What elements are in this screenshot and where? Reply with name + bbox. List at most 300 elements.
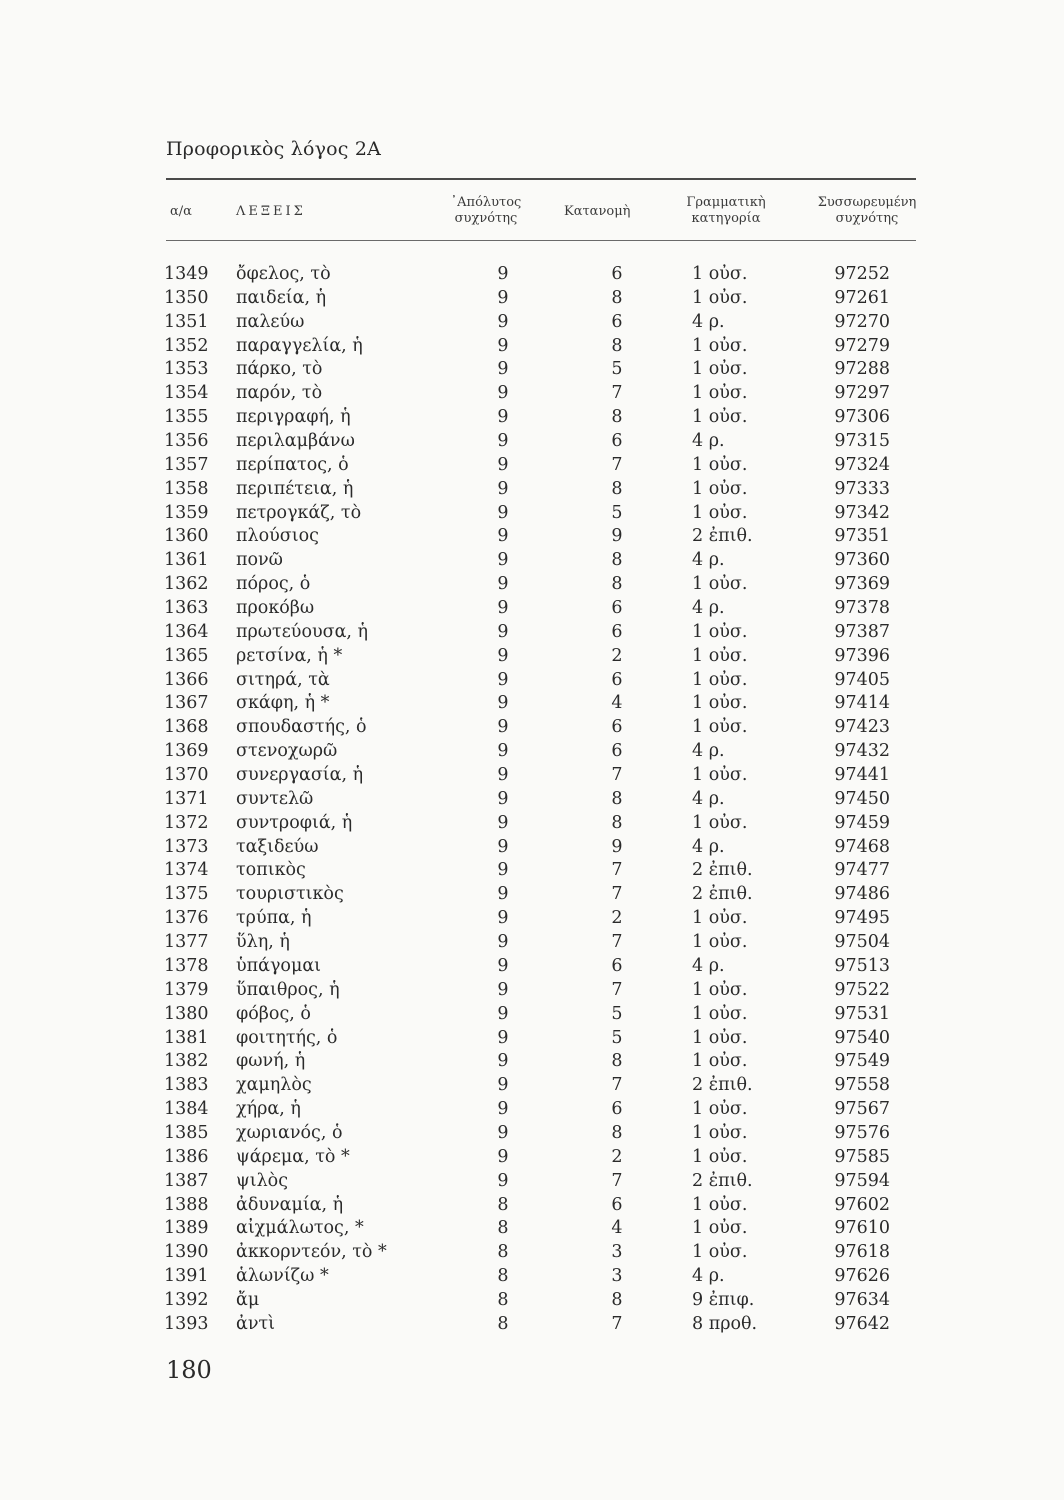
row-grammatical-category: 1 οὐσ. bbox=[692, 574, 748, 595]
row-cumulative-frequency: 97540 bbox=[834, 1027, 890, 1048]
row-cumulative-frequency: 97549 bbox=[834, 1051, 890, 1072]
column-header-cumulative-frequency-line1: Συσσωρευμένη bbox=[817, 195, 917, 210]
row-number: 1377 bbox=[164, 932, 209, 953]
row-distribution: 8 bbox=[611, 550, 623, 571]
row-cumulative-frequency: 97378 bbox=[834, 598, 890, 619]
row-grammatical-category: 1 οὐσ. bbox=[692, 478, 748, 499]
row-absolute-frequency: 9 bbox=[497, 359, 509, 380]
row-word: ταξιδεύω bbox=[236, 836, 319, 857]
row-distribution: 7 bbox=[611, 1313, 623, 1334]
row-cumulative-frequency: 97576 bbox=[834, 1122, 890, 1143]
row-distribution: 6 bbox=[611, 311, 623, 332]
row-distribution: 2 bbox=[611, 908, 623, 929]
row-number: 1364 bbox=[164, 621, 209, 642]
table-row bbox=[162, 1289, 922, 1313]
row-cumulative-frequency: 97531 bbox=[834, 1003, 890, 1024]
row-absolute-frequency: 9 bbox=[497, 598, 509, 619]
row-grammatical-category: 4 ρ. bbox=[692, 431, 725, 452]
row-number: 1353 bbox=[164, 359, 209, 380]
row-cumulative-frequency: 97270 bbox=[834, 311, 890, 332]
table-body bbox=[162, 263, 922, 1337]
row-word: ψάρεμα, τὸ * bbox=[236, 1146, 350, 1167]
row-grammatical-category: 4 ρ. bbox=[692, 550, 725, 571]
row-cumulative-frequency: 97414 bbox=[834, 693, 890, 714]
row-distribution: 6 bbox=[611, 621, 623, 642]
row-grammatical-category: 1 οὐσ. bbox=[692, 979, 748, 1000]
row-grammatical-category: 2 ἐπιθ. bbox=[692, 526, 753, 547]
table-header-rule bbox=[166, 240, 916, 241]
row-absolute-frequency: 9 bbox=[497, 955, 509, 976]
table-row bbox=[162, 1217, 922, 1241]
row-grammatical-category: 1 οὐσ. bbox=[692, 264, 748, 284]
row-number: 1391 bbox=[164, 1266, 209, 1287]
row-distribution: 5 bbox=[611, 1027, 623, 1048]
row-word: φωνή, ἡ bbox=[236, 1051, 306, 1072]
row-word: ἄμ bbox=[236, 1289, 260, 1310]
table-row bbox=[162, 549, 922, 573]
table-row bbox=[162, 335, 922, 359]
row-number: 1374 bbox=[164, 860, 209, 881]
row-distribution: 8 bbox=[611, 1122, 623, 1143]
row-grammatical-category: 1 οὐσ. bbox=[692, 1051, 748, 1072]
row-distribution: 5 bbox=[611, 1003, 623, 1024]
table-top-rule bbox=[166, 178, 916, 180]
page-number: 180 bbox=[166, 1356, 212, 1384]
table-row bbox=[162, 430, 922, 454]
row-number: 1384 bbox=[164, 1099, 209, 1120]
row-word: ψιλὸς bbox=[236, 1170, 289, 1191]
row-cumulative-frequency: 97405 bbox=[834, 669, 890, 690]
row-number: 1357 bbox=[164, 454, 209, 475]
row-cumulative-frequency: 97567 bbox=[834, 1099, 890, 1120]
row-cumulative-frequency: 97423 bbox=[834, 717, 890, 738]
row-word: πονῶ bbox=[236, 550, 283, 571]
row-number: 1361 bbox=[164, 550, 209, 571]
row-word: σπουδαστής, ὁ bbox=[236, 717, 367, 738]
row-number: 1351 bbox=[164, 311, 209, 332]
row-number: 1375 bbox=[164, 884, 209, 905]
row-number: 1387 bbox=[164, 1170, 209, 1191]
table-row bbox=[162, 358, 922, 382]
row-absolute-frequency: 9 bbox=[497, 717, 509, 738]
table-row bbox=[162, 788, 922, 812]
table-row bbox=[162, 1027, 922, 1051]
row-number: 1369 bbox=[164, 741, 209, 762]
row-absolute-frequency: 9 bbox=[497, 311, 509, 332]
row-number: 1392 bbox=[164, 1289, 209, 1310]
row-word: χωριανός, ὁ bbox=[236, 1122, 343, 1143]
row-distribution: 6 bbox=[611, 1099, 623, 1120]
row-number: 1390 bbox=[164, 1242, 209, 1263]
row-number: 1389 bbox=[164, 1218, 209, 1239]
row-word: συντροφιά, ἡ bbox=[236, 812, 353, 833]
row-distribution: 7 bbox=[611, 884, 623, 905]
row-distribution: 5 bbox=[611, 502, 623, 523]
row-number: 1358 bbox=[164, 478, 209, 499]
row-absolute-frequency: 9 bbox=[497, 574, 509, 595]
row-absolute-frequency: 9 bbox=[497, 1051, 509, 1072]
row-word: χαμηλὸς bbox=[236, 1075, 312, 1096]
row-distribution: 5 bbox=[611, 359, 623, 380]
table-row bbox=[162, 478, 922, 502]
row-word: ἁλωνίζω * bbox=[236, 1266, 329, 1287]
row-absolute-frequency: 9 bbox=[497, 1099, 509, 1120]
row-word: περιπέτεια, ἡ bbox=[236, 478, 354, 499]
column-header-number: α/α bbox=[170, 204, 192, 219]
table-row bbox=[162, 645, 922, 669]
row-number: 1393 bbox=[164, 1313, 209, 1334]
row-grammatical-category: 2 ἐπιθ. bbox=[692, 884, 753, 905]
row-word: τρύπα, ἡ bbox=[236, 908, 312, 929]
row-number: 1382 bbox=[164, 1051, 209, 1072]
row-absolute-frequency: 9 bbox=[497, 478, 509, 499]
row-word: συνεργασία, ἡ bbox=[236, 765, 364, 786]
row-grammatical-category: 2 ἐπιθ. bbox=[692, 860, 753, 881]
table-row bbox=[162, 955, 922, 979]
row-absolute-frequency: 9 bbox=[497, 407, 509, 428]
row-word: σκάφη, ἡ * bbox=[236, 693, 330, 714]
row-grammatical-category: 4 ρ. bbox=[692, 598, 725, 619]
row-absolute-frequency: 9 bbox=[497, 741, 509, 762]
row-grammatical-category: 1 οὐσ. bbox=[692, 1122, 748, 1143]
row-grammatical-category: 2 ἐπιθ. bbox=[692, 1170, 753, 1191]
row-distribution: 6 bbox=[611, 741, 623, 762]
row-absolute-frequency: 8 bbox=[497, 1194, 509, 1215]
row-grammatical-category: 1 οὐσ. bbox=[692, 1194, 748, 1215]
row-cumulative-frequency: 97333 bbox=[834, 478, 890, 499]
row-cumulative-frequency: 97297 bbox=[834, 383, 890, 404]
row-cumulative-frequency: 97351 bbox=[834, 526, 890, 547]
row-absolute-frequency: 9 bbox=[497, 932, 509, 953]
row-number: 1372 bbox=[164, 812, 209, 833]
row-absolute-frequency: 9 bbox=[497, 836, 509, 857]
row-number: 1362 bbox=[164, 574, 209, 595]
row-word: αἰχμάλωτος, * bbox=[236, 1218, 364, 1239]
row-absolute-frequency: 9 bbox=[497, 431, 509, 452]
row-absolute-frequency: 9 bbox=[497, 526, 509, 547]
row-distribution: 6 bbox=[611, 717, 623, 738]
table-row bbox=[162, 502, 922, 526]
row-word: τουριστικὸς bbox=[236, 884, 344, 905]
row-cumulative-frequency: 97634 bbox=[834, 1289, 890, 1310]
row-grammatical-category: 1 οὐσ. bbox=[692, 454, 748, 475]
row-cumulative-frequency: 97468 bbox=[834, 836, 890, 857]
row-absolute-frequency: 9 bbox=[497, 645, 509, 666]
row-distribution: 7 bbox=[611, 932, 623, 953]
row-word: τοπικὸς bbox=[236, 860, 306, 881]
row-absolute-frequency: 9 bbox=[497, 550, 509, 571]
row-distribution: 7 bbox=[611, 765, 623, 786]
row-cumulative-frequency: 97602 bbox=[834, 1194, 890, 1215]
row-cumulative-frequency: 97450 bbox=[834, 788, 890, 809]
row-number: 1376 bbox=[164, 908, 209, 929]
row-number: 1388 bbox=[164, 1194, 209, 1215]
table-row bbox=[162, 1313, 922, 1337]
table-row bbox=[162, 669, 922, 693]
row-cumulative-frequency: 97441 bbox=[834, 765, 890, 786]
row-word: χήρα, ἡ bbox=[236, 1099, 301, 1120]
row-word: ρετσίνα, ἡ * bbox=[236, 645, 343, 666]
row-distribution: 7 bbox=[611, 1075, 623, 1096]
row-grammatical-category: 1 οὐσ. bbox=[692, 287, 748, 308]
row-distribution: 8 bbox=[611, 407, 623, 428]
row-cumulative-frequency: 97522 bbox=[834, 979, 890, 1000]
row-grammatical-category: 1 οὐσ. bbox=[692, 908, 748, 929]
row-grammatical-category: 1 οὐσ. bbox=[692, 621, 748, 642]
row-absolute-frequency: 9 bbox=[497, 765, 509, 786]
row-word: φοιτητής, ὁ bbox=[236, 1027, 338, 1048]
table-row bbox=[162, 1170, 922, 1194]
row-number: 1386 bbox=[164, 1146, 209, 1167]
row-cumulative-frequency: 97324 bbox=[834, 454, 890, 475]
table-row bbox=[162, 1003, 922, 1027]
row-number: 1354 bbox=[164, 383, 209, 404]
table-row bbox=[162, 1146, 922, 1170]
row-absolute-frequency: 9 bbox=[497, 884, 509, 905]
column-header-grammatical-category-line2: κατηγορία bbox=[691, 211, 761, 226]
row-distribution: 7 bbox=[611, 383, 623, 404]
row-word: φόβος, ὁ bbox=[236, 1003, 311, 1024]
row-distribution: 8 bbox=[611, 1289, 623, 1310]
row-cumulative-frequency: 97315 bbox=[834, 431, 890, 452]
row-absolute-frequency: 9 bbox=[497, 287, 509, 308]
row-cumulative-frequency: 97279 bbox=[834, 335, 890, 356]
row-distribution: 3 bbox=[611, 1266, 623, 1287]
row-absolute-frequency: 9 bbox=[497, 788, 509, 809]
table-row bbox=[162, 1074, 922, 1098]
row-distribution: 6 bbox=[611, 1194, 623, 1215]
row-distribution: 6 bbox=[611, 598, 623, 619]
table-row bbox=[162, 1050, 922, 1074]
table-row bbox=[162, 1265, 922, 1289]
row-number: 1371 bbox=[164, 788, 209, 809]
row-cumulative-frequency: 97477 bbox=[834, 860, 890, 881]
row-word: παρόν, τὸ bbox=[236, 383, 323, 404]
row-cumulative-frequency: 97626 bbox=[834, 1266, 890, 1287]
row-word: ὕλη, ἡ bbox=[236, 932, 290, 953]
row-absolute-frequency: 9 bbox=[497, 1146, 509, 1167]
row-grammatical-category: 4 ρ. bbox=[692, 741, 725, 762]
row-word: παραγγελία, ἡ bbox=[236, 335, 363, 356]
row-absolute-frequency: 9 bbox=[497, 383, 509, 404]
row-grammatical-category: 4 ρ. bbox=[692, 788, 725, 809]
row-word: ὄφελος, τὸ bbox=[236, 264, 331, 284]
row-absolute-frequency: 8 bbox=[497, 1266, 509, 1287]
row-distribution: 8 bbox=[611, 574, 623, 595]
column-header-cumulative-frequency bbox=[812, 195, 922, 227]
row-grammatical-category: 1 οὐσ. bbox=[692, 407, 748, 428]
table-row bbox=[162, 525, 922, 549]
row-absolute-frequency: 9 bbox=[497, 812, 509, 833]
row-distribution: 8 bbox=[611, 1051, 623, 1072]
row-absolute-frequency: 9 bbox=[497, 454, 509, 475]
row-grammatical-category: 1 οὐσ. bbox=[692, 669, 748, 690]
row-cumulative-frequency: 97642 bbox=[834, 1313, 890, 1334]
row-word: ὑπάγομαι bbox=[236, 955, 322, 976]
column-header-words: ΛΕΞΕΙΣ bbox=[236, 204, 306, 219]
row-distribution: 7 bbox=[611, 454, 623, 475]
row-number: 1373 bbox=[164, 836, 209, 857]
row-absolute-frequency: 9 bbox=[497, 979, 509, 1000]
table-row bbox=[162, 979, 922, 1003]
row-word: περιλαμβάνω bbox=[236, 431, 355, 452]
table-row bbox=[162, 907, 922, 931]
row-distribution: 7 bbox=[611, 979, 623, 1000]
table-row bbox=[162, 406, 922, 430]
row-absolute-frequency: 9 bbox=[497, 1075, 509, 1096]
row-absolute-frequency: 9 bbox=[497, 860, 509, 881]
table-row bbox=[162, 1098, 922, 1122]
row-distribution: 8 bbox=[611, 812, 623, 833]
row-cumulative-frequency: 97594 bbox=[834, 1170, 890, 1191]
table-row bbox=[162, 740, 922, 764]
row-grammatical-category: 1 οὐσ. bbox=[692, 335, 748, 356]
row-word: πόρος, ὁ bbox=[236, 574, 311, 595]
row-absolute-frequency: 9 bbox=[497, 264, 509, 284]
row-absolute-frequency: 9 bbox=[497, 335, 509, 356]
row-grammatical-category: 4 ρ. bbox=[692, 836, 725, 857]
column-header-absolute-frequency-line1: ᾿Απόλυτος bbox=[450, 195, 522, 210]
row-distribution: 2 bbox=[611, 645, 623, 666]
row-cumulative-frequency: 97504 bbox=[834, 932, 890, 953]
row-number: 1352 bbox=[164, 335, 209, 356]
row-grammatical-category: 1 οὐσ. bbox=[692, 1242, 748, 1263]
row-grammatical-category: 9 ἐπιφ. bbox=[692, 1289, 755, 1310]
table-row bbox=[162, 1194, 922, 1218]
table-row bbox=[162, 716, 922, 740]
row-cumulative-frequency: 97369 bbox=[834, 574, 890, 595]
row-cumulative-frequency: 97387 bbox=[834, 621, 890, 642]
row-distribution: 6 bbox=[611, 669, 623, 690]
row-distribution: 9 bbox=[611, 526, 623, 547]
row-number: 1381 bbox=[164, 1027, 209, 1048]
row-grammatical-category: 4 ρ. bbox=[692, 1266, 725, 1287]
row-absolute-frequency: 8 bbox=[497, 1289, 509, 1310]
row-grammatical-category: 1 οὐσ. bbox=[692, 693, 748, 714]
column-header-grammatical-category-line1: Γραμματικὴ bbox=[686, 195, 766, 210]
row-distribution: 6 bbox=[611, 955, 623, 976]
row-word: ἀκκορντεόν, τὸ * bbox=[236, 1242, 387, 1263]
table-row bbox=[162, 812, 922, 836]
row-grammatical-category: 4 ρ. bbox=[692, 955, 725, 976]
row-cumulative-frequency: 97618 bbox=[834, 1242, 890, 1263]
row-number: 1370 bbox=[164, 765, 209, 786]
column-header-absolute-frequency bbox=[436, 195, 536, 227]
row-grammatical-category: 8 προθ. bbox=[692, 1313, 758, 1334]
row-distribution: 8 bbox=[611, 287, 623, 308]
row-distribution: 9 bbox=[611, 836, 623, 857]
row-number: 1359 bbox=[164, 502, 209, 523]
table-row bbox=[162, 931, 922, 955]
row-absolute-frequency: 9 bbox=[497, 1003, 509, 1024]
row-number: 1367 bbox=[164, 693, 209, 714]
page-title: Προφορικὸς λόγος 2Α bbox=[166, 138, 382, 160]
row-distribution: 8 bbox=[611, 478, 623, 499]
row-grammatical-category: 1 οὐσ. bbox=[692, 932, 748, 953]
row-distribution: 2 bbox=[611, 1146, 623, 1167]
table-row bbox=[162, 883, 922, 907]
table-row bbox=[162, 311, 922, 335]
row-number: 1350 bbox=[164, 287, 209, 308]
row-grammatical-category: 1 οὐσ. bbox=[692, 812, 748, 833]
table-row bbox=[162, 692, 922, 716]
row-distribution: 3 bbox=[611, 1242, 623, 1263]
row-cumulative-frequency: 97306 bbox=[834, 407, 890, 428]
row-number: 1355 bbox=[164, 407, 209, 428]
row-cumulative-frequency: 97342 bbox=[834, 502, 890, 523]
row-distribution: 8 bbox=[611, 788, 623, 809]
column-header-grammatical-category bbox=[676, 195, 776, 227]
row-cumulative-frequency: 97513 bbox=[834, 955, 890, 976]
row-absolute-frequency: 8 bbox=[497, 1313, 509, 1334]
row-distribution: 4 bbox=[611, 1218, 623, 1239]
row-grammatical-category: 1 οὐσ. bbox=[692, 383, 748, 404]
row-grammatical-category: 2 ἐπιθ. bbox=[692, 1075, 753, 1096]
table-row bbox=[162, 1122, 922, 1146]
row-grammatical-category: 4 ρ. bbox=[692, 311, 725, 332]
row-grammatical-category: 1 οὐσ. bbox=[692, 1003, 748, 1024]
row-absolute-frequency: 9 bbox=[497, 1027, 509, 1048]
row-cumulative-frequency: 97252 bbox=[834, 264, 890, 284]
row-distribution: 7 bbox=[611, 860, 623, 881]
row-cumulative-frequency: 97261 bbox=[834, 287, 890, 308]
row-number: 1349 bbox=[164, 264, 209, 284]
row-distribution: 6 bbox=[611, 264, 623, 284]
row-absolute-frequency: 8 bbox=[497, 1218, 509, 1239]
table-row bbox=[162, 1241, 922, 1265]
row-grammatical-category: 1 οὐσ. bbox=[692, 1146, 748, 1167]
row-cumulative-frequency: 97396 bbox=[834, 645, 890, 666]
row-grammatical-category: 1 οὐσ. bbox=[692, 1218, 748, 1239]
table-row bbox=[162, 836, 922, 860]
row-cumulative-frequency: 97360 bbox=[834, 550, 890, 571]
row-grammatical-category: 1 οὐσ. bbox=[692, 359, 748, 380]
row-word: ἀντὶ bbox=[236, 1313, 275, 1334]
row-cumulative-frequency: 97558 bbox=[834, 1075, 890, 1096]
row-number: 1383 bbox=[164, 1075, 209, 1096]
row-number: 1378 bbox=[164, 955, 209, 976]
row-word: ὕπαιθρος, ἡ bbox=[236, 979, 340, 1000]
row-cumulative-frequency: 97486 bbox=[834, 884, 890, 905]
table-row bbox=[162, 454, 922, 478]
row-absolute-frequency: 9 bbox=[497, 1122, 509, 1143]
row-word: προκόβω bbox=[236, 598, 315, 619]
table-row bbox=[162, 764, 922, 788]
row-cumulative-frequency: 97610 bbox=[834, 1218, 890, 1239]
row-absolute-frequency: 9 bbox=[497, 502, 509, 523]
column-header-distribution: Κατανομὴ bbox=[564, 204, 631, 219]
row-grammatical-category: 1 οὐσ. bbox=[692, 645, 748, 666]
table-row bbox=[162, 597, 922, 621]
row-number: 1365 bbox=[164, 645, 209, 666]
table-row bbox=[162, 263, 922, 287]
row-number: 1379 bbox=[164, 979, 209, 1000]
row-number: 1356 bbox=[164, 431, 209, 452]
row-word: παιδεία, ἡ bbox=[236, 287, 327, 308]
row-word: περιγραφή, ἡ bbox=[236, 407, 351, 428]
row-word: περίπατος, ὁ bbox=[236, 454, 349, 475]
row-number: 1360 bbox=[164, 526, 209, 547]
row-number: 1385 bbox=[164, 1122, 209, 1143]
row-distribution: 8 bbox=[611, 335, 623, 356]
row-cumulative-frequency: 97495 bbox=[834, 908, 890, 929]
row-absolute-frequency: 9 bbox=[497, 693, 509, 714]
row-cumulative-frequency: 97288 bbox=[834, 359, 890, 380]
row-grammatical-category: 1 οὐσ. bbox=[692, 765, 748, 786]
row-distribution: 4 bbox=[611, 693, 623, 714]
row-number: 1380 bbox=[164, 1003, 209, 1024]
row-number: 1368 bbox=[164, 717, 209, 738]
